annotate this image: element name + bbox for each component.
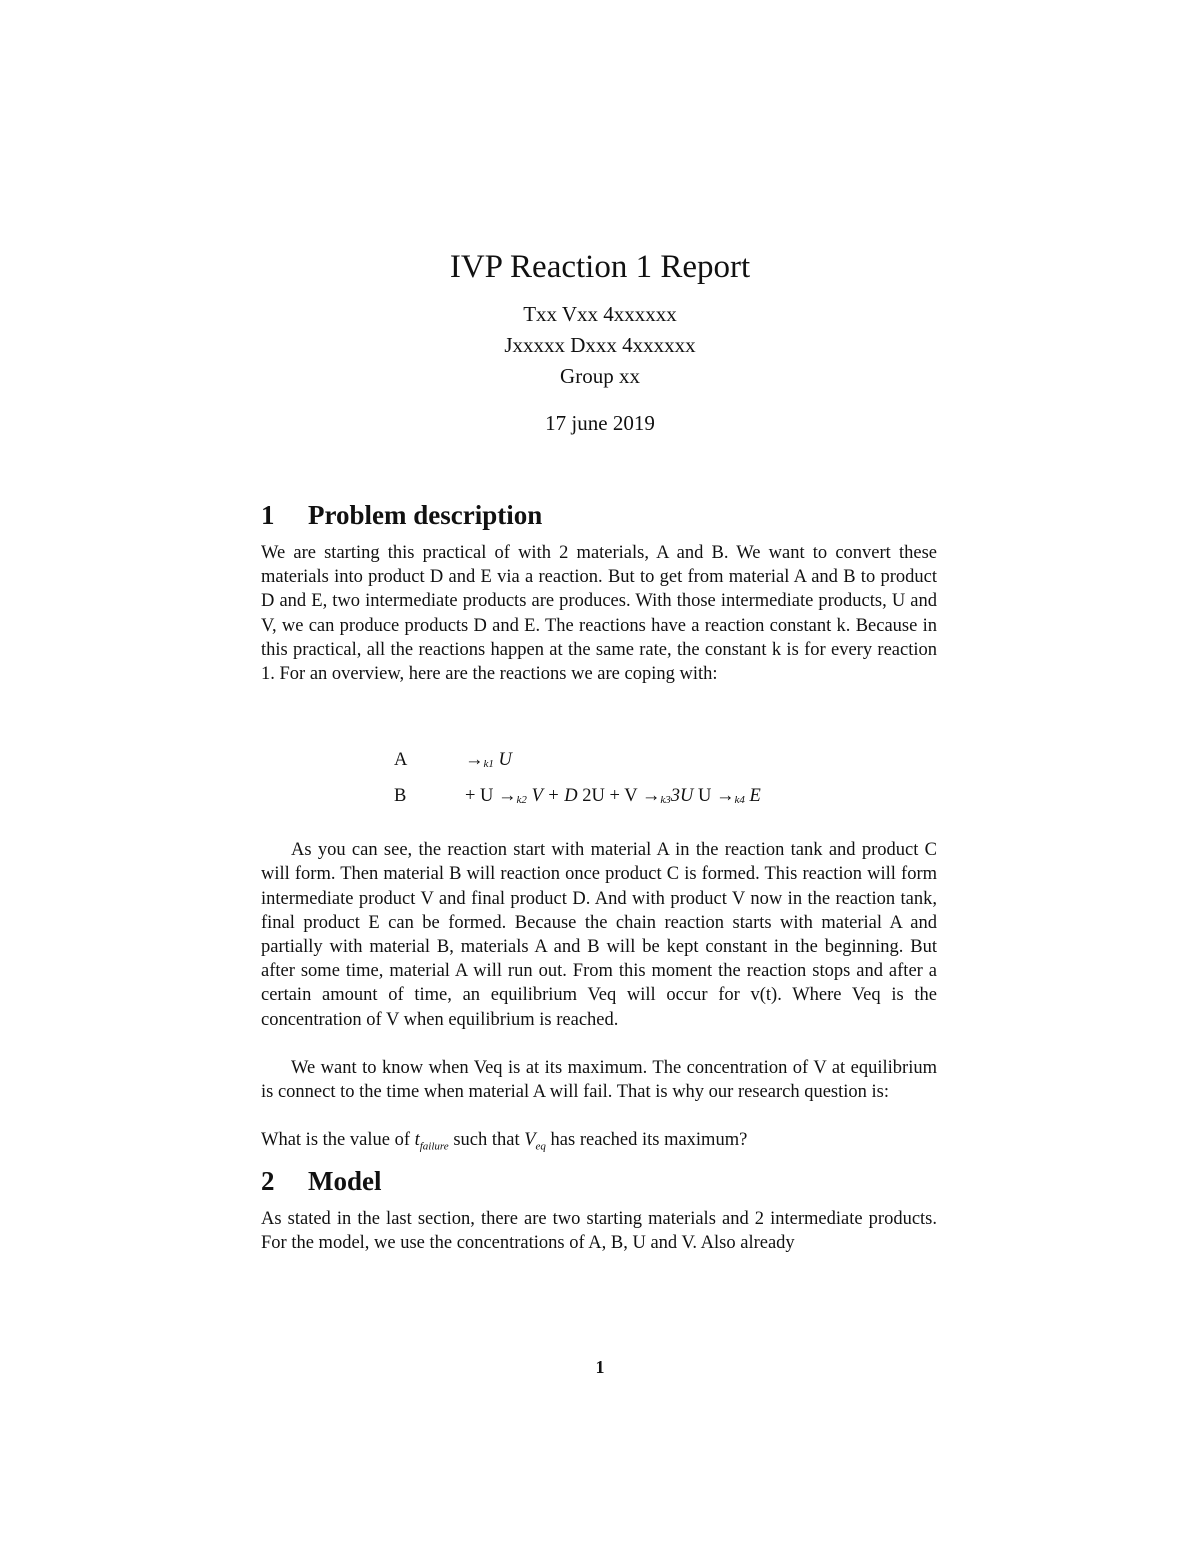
rate-constant: k4 xyxy=(734,794,745,807)
equation-term: 2U + V → xyxy=(582,786,661,807)
rate-constant: k3 xyxy=(660,794,671,807)
equation-term: U → xyxy=(698,786,735,807)
equation-row-1 xyxy=(394,744,937,780)
rate-constant: k2 xyxy=(516,794,527,807)
equation-product: U xyxy=(498,750,512,771)
paragraph: We are starting this practical of with 2 materials, A and B. We want to convert these materials into product D and E via a reaction. But to get from material A and B to product D and E, two intermediate products are produces. With those intermediate products, U and V, we can produce products D and E. The reactions have a reaction constant k. Because in this practical, all the reactions happen at the same rate, the constant k is for every reaction 1. For an overview, here are the reactions we are coping with: xyxy=(261,543,937,685)
document-title: IVP Reaction 1 Report xyxy=(449,249,751,285)
reaction-arrow: → xyxy=(465,750,484,771)
equation-reactant: B xyxy=(394,786,407,807)
author-line-1: Txx Vxx 4xxxxxx xyxy=(523,302,677,326)
title-block xyxy=(0,245,1200,439)
section-title: Model xyxy=(308,1165,382,1196)
section-number: 1 xyxy=(261,500,275,530)
equation-term: 3U xyxy=(670,786,694,807)
section-heading-model xyxy=(261,1163,937,1199)
document-date: 17 june 2019 xyxy=(545,411,655,435)
equation-term: E xyxy=(749,786,761,807)
section-heading-problem-description xyxy=(261,497,937,533)
rq-text: has reached its maximum? xyxy=(545,1130,748,1151)
section-number: 2 xyxy=(261,1165,275,1196)
equation-reactant: A xyxy=(394,750,408,771)
research-question xyxy=(261,1128,937,1159)
rate-constant: k1 xyxy=(483,758,494,771)
author-line-2: Jxxxxx Dxxx 4xxxxxx xyxy=(504,333,696,357)
equation-term: + U → xyxy=(465,786,517,807)
v-subscript: eq xyxy=(535,1140,546,1153)
rq-text: such that xyxy=(448,1130,525,1151)
t-subscript: failure xyxy=(419,1140,449,1153)
document-body xyxy=(261,497,937,1255)
equation-row-2 xyxy=(394,780,937,816)
paragraph: We want to know when Veq is at its maximum. The concentration of V at equilibrium is connect to the time when material A will fail. That is why our research question is: xyxy=(261,1057,937,1103)
rq-text: What is the value of xyxy=(261,1130,415,1151)
page-number: 1 xyxy=(595,1357,605,1377)
equation-term: V + D xyxy=(531,786,578,807)
reaction-equations xyxy=(394,744,937,816)
paragraph: As you can see, the reaction start with material A in the reaction tank and product C will form. Then material B will reaction once product C is formed. This reaction will form intermediate product V and final product D. And with product V now in the reaction tank, final product E can be formed. Because the chain reaction starts with material A and partially with material B, materials A and B will be kept constant in the beginning. But after some time, material A will run out. From this moment the reaction stops and after a certain amount of time, an equilibrium Veq will occur for v(t). Where Veq is the concentration of V when equilibrium is reached. xyxy=(261,840,937,1030)
group-line: Group xx xyxy=(560,364,640,388)
v-symbol: V xyxy=(524,1130,536,1151)
section-title: Problem description xyxy=(308,500,543,530)
paragraph: As stated in the last section, there are two starting materials and 2 intermediate products. For the model, we use the concentrations of A, B, U and V. Also already xyxy=(261,1208,937,1254)
t-symbol: t xyxy=(414,1130,420,1151)
